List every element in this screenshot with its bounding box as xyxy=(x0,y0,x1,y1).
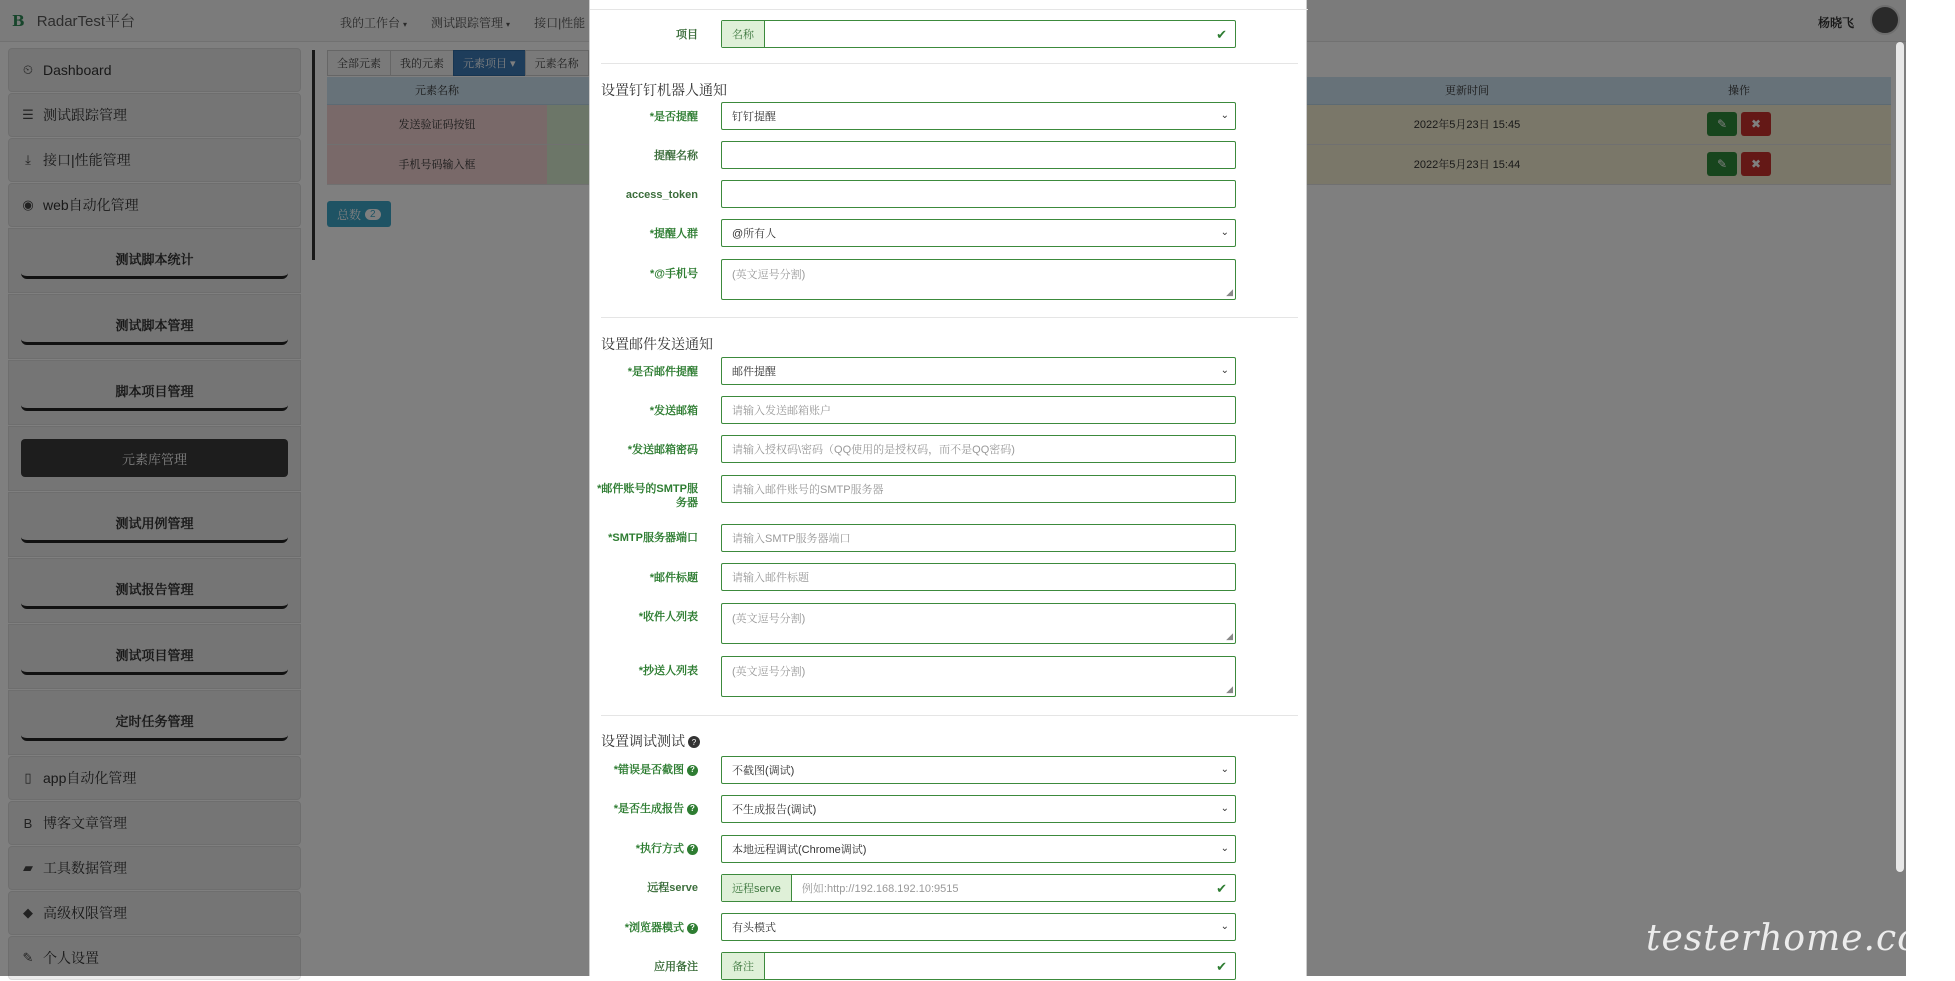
subject-label: *邮件标题 xyxy=(649,572,698,584)
help-icon[interactable]: ? xyxy=(687,844,698,855)
sender-label: *发送邮箱 xyxy=(649,405,698,417)
report-label: *是否生成报告 ? xyxy=(590,802,698,816)
remind-name-input[interactable] xyxy=(721,141,1236,169)
phones-label: *@手机号 xyxy=(649,268,698,280)
smtp-server-label: *邮件账号的SMTP服务器 xyxy=(597,483,698,509)
email-remind-label: *是否邮件提醒 xyxy=(627,366,698,378)
email-password-input[interactable]: 请输入授权码\密码（QQ使用的是授权码，而不是QQ密码) xyxy=(721,435,1236,463)
recipients-label: *收件人列表 xyxy=(638,611,698,623)
recipients-textarea[interactable]: (英文逗号分割) ◢ xyxy=(721,603,1236,644)
check-icon: ✔ xyxy=(1216,881,1227,896)
smtp-server-input[interactable]: 请输入邮件账号的SMTP服务器 xyxy=(721,475,1236,503)
screenshot-select[interactable]: 不截图(调试) ⌄ xyxy=(721,756,1236,784)
project-name-field[interactable] xyxy=(721,20,1236,48)
section-divider xyxy=(601,63,1298,64)
note-label: 应用备注 xyxy=(654,961,698,973)
chevron-down-icon: ⌄ xyxy=(1220,803,1229,814)
cc-textarea[interactable]: (英文逗号分割) ◢ xyxy=(721,656,1236,697)
remind-group-select[interactable]: @所有人 ⌄ xyxy=(721,219,1236,247)
cc-label: *抄送人列表 xyxy=(638,665,698,677)
browser-mode-label: *浏览器模式 ? xyxy=(590,921,698,935)
access-token-label: access_token xyxy=(625,189,698,201)
settings-modal xyxy=(589,0,1307,976)
remote-serve-input[interactable]: 远程serve 例如:http://192.168.192.10:9515 ✔ xyxy=(721,874,1236,902)
remind-group-label: *提醒人群 xyxy=(649,228,698,240)
resize-grip-icon[interactable]: ◢ xyxy=(1226,684,1233,694)
exec-mode-select[interactable]: 本地远程调试(Chrome调试) ⌄ xyxy=(721,835,1236,863)
email-section-title: 设置邮件发送通知 xyxy=(601,336,713,352)
screenshot-label: *错误是否截图 ? xyxy=(590,763,698,777)
access-token-input[interactable] xyxy=(721,180,1236,208)
password-label: *发送邮箱密码 xyxy=(627,444,698,456)
watermark: testerhome.com xyxy=(1646,918,1955,959)
help-icon[interactable]: ? xyxy=(687,765,698,776)
help-icon[interactable]: ? xyxy=(687,923,698,934)
debug-section-title: 设置调试测试 ? xyxy=(601,731,700,751)
chevron-down-icon: ⌄ xyxy=(1220,843,1229,854)
email-remind-select[interactable]: 邮件提醒 ⌄ xyxy=(721,357,1236,385)
email-subject-input[interactable]: 请输入邮件标题 xyxy=(721,563,1236,591)
dingtalk-remind-label: *是否提醒 xyxy=(649,111,698,123)
report-select[interactable]: 不生成报告(调试) ⌄ xyxy=(721,795,1236,823)
section-divider xyxy=(601,715,1298,716)
help-icon[interactable]: ? xyxy=(688,736,700,748)
check-icon: ✔ xyxy=(1216,959,1227,974)
phones-textarea[interactable]: (英文逗号分割) ◢ xyxy=(721,259,1236,300)
exec-mode-label: *执行方式 ? xyxy=(590,842,698,856)
help-icon[interactable]: ? xyxy=(687,804,698,815)
remote-serve-label: 远程serve xyxy=(647,882,698,894)
chevron-down-icon: ⌄ xyxy=(1220,764,1229,775)
note-input[interactable] xyxy=(721,952,1236,980)
note-addon: 备注 xyxy=(722,953,765,979)
resize-grip-icon[interactable]: ◢ xyxy=(1226,631,1233,641)
chevron-down-icon: ⌄ xyxy=(1220,227,1229,238)
dingtalk-remind-select[interactable]: 钉钉提醒 ⌄ xyxy=(721,102,1236,130)
section-divider xyxy=(601,317,1298,318)
smtp-port-label: *SMTP服务器端口 xyxy=(608,532,698,544)
resize-grip-icon[interactable]: ◢ xyxy=(1226,287,1233,297)
check-icon: ✔ xyxy=(1216,27,1227,42)
chevron-down-icon: ⌄ xyxy=(1220,110,1229,121)
remind-name-label: 提醒名称 xyxy=(654,150,698,162)
smtp-port-input[interactable]: 请输入SMTP服务器端口 xyxy=(721,524,1236,552)
remote-serve-addon: 远程serve xyxy=(722,875,792,901)
project-label: 项目 xyxy=(676,29,698,41)
chevron-down-icon: ⌄ xyxy=(1220,365,1229,376)
chevron-down-icon: ⌄ xyxy=(1220,921,1229,932)
project-addon: 名称 xyxy=(722,21,765,47)
page-scrollbar[interactable] xyxy=(1896,42,1904,872)
modal-header-divider xyxy=(590,9,1308,10)
sender-email-input[interactable]: 请输入发送邮箱账户 xyxy=(721,396,1236,424)
browser-mode-select[interactable]: 有头模式 ⌄ xyxy=(721,913,1236,941)
dingtalk-section-title: 设置钉钉机器人通知 xyxy=(601,82,727,98)
